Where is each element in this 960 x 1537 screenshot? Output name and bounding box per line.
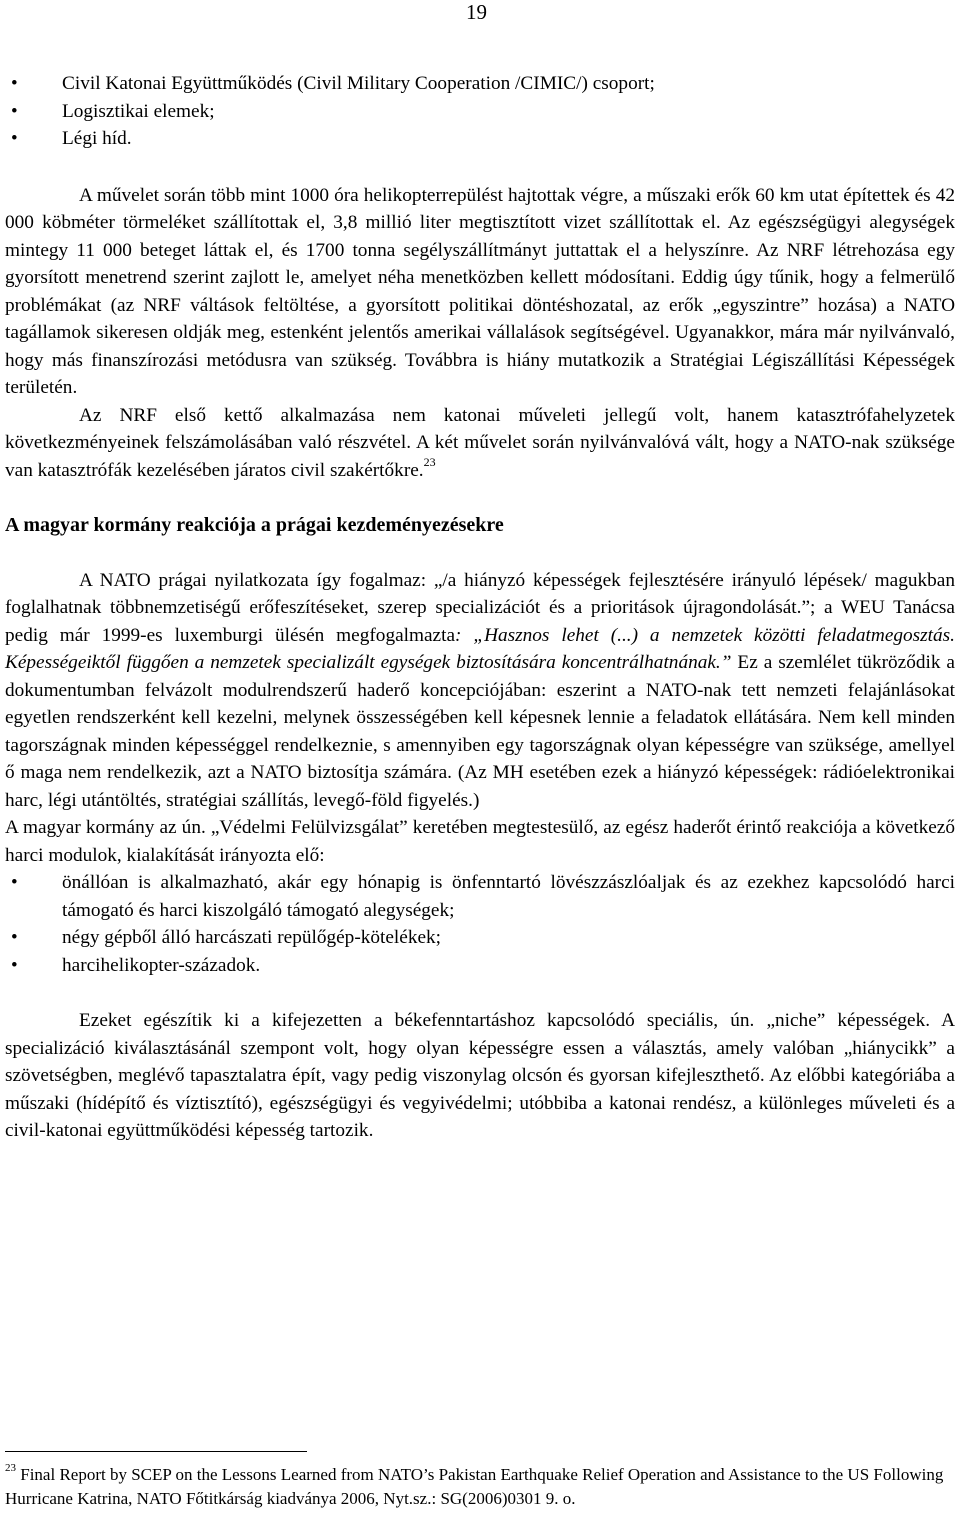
body-text bbox=[5, 70, 955, 1145]
paragraph bbox=[5, 567, 955, 815]
paragraph bbox=[5, 402, 955, 485]
list-item: • önállóan is alkalmazható, akár egy hónapig is önfenntartó lövészzászlóaljak és az ezekhez kapcsolódó harci támogató és harci kiszolgáló támogató alegységek; bbox=[5, 869, 955, 924]
paragraph-text: Ez a szemlélet tükröződik a dokumentumban felvázolt modulrendszerű haderő koncepciójában: eszerint a NATO-nak tett nemzeti felajánlásokat egyetlen rendszerként kell kezelni, melynek összességében kell képesnek lennie a feladatok ellátására. Nem kell minden tagországnak minden képességgel rendelkeznie, s amennyiben egy tagországnak olyan képességre van szüksége, amellyel ő maga nem rendelkezik, azt a NATO biztosítja számára. (Az MH esetében ezek a hiányzó képességek: rádióelektronikai harc, légi utántöltés, stratégiai szállítás, levegő-föld figyelés.) bbox=[5, 652, 955, 811]
paragraph: A magyar kormány az ún. „Védelmi Felülvizsgálat” keretében megtestesülő, az egész haderőt érintő reakciója a következő harci modulok, kialakítását irányozta elő: bbox=[5, 817, 955, 866]
paragraph-text: Az NRF első kettő alkalmazása nem katonai műveleti jellegű volt, hanem katasztrófahelyzetek következményeinek felszámolásában való részvétel. A két művelet során nyilvánvalóvá vált, hogy a NATO-nak szüksége van katasztrófák kezelésében járatos civil szakértőkre. bbox=[5, 404, 955, 481]
footnote-number: 23 bbox=[5, 1462, 16, 1475]
list-item: • Logisztikai elemek; bbox=[5, 98, 955, 126]
footnote-ref: 23 bbox=[423, 455, 436, 470]
list-item: • harcihelikopter-századok. bbox=[5, 952, 955, 980]
footnote bbox=[5, 1463, 955, 1511]
section-heading: A magyar kormány reakciója a prágai kezdeményezésekre bbox=[5, 514, 504, 536]
footnote-text: Final Report by SCEP on the Lessons Learned from NATO’s Pakistan Earthquake Relief Operation and Assistance to the US Following Hurricane Katrina, NATO Főtitkárság kiadványa 2006, Nyt.sz.: SG(2006)0301 9. o. bbox=[5, 1465, 944, 1508]
quote-italic: „Hasznos lehet (...) a nemzetek közötti feladatmegosztás. Képességeiktől függően a nemzetek specializált egységek biztosítására koncentrálhatnának.” bbox=[5, 624, 955, 673]
list-item: • Légi híd. bbox=[5, 125, 955, 153]
list-item: • Civil Katonai Együttműködés (Civil Military Cooperation /CIMIC/) csoport; bbox=[5, 70, 955, 98]
page-number: 19 bbox=[466, 0, 487, 24]
footnote-separator bbox=[5, 1451, 307, 1452]
bullet-list-top bbox=[5, 70, 955, 153]
paragraph: A művelet során több mint 1000 óra helikopterrepülést hajtottak végre, a műszaki erők 60 km utat építettek és 42 000 köbméter törmeléket szállítottak el, 3,8 millió liter megtisztított vizet szállítottak el. Az egészségügyi alegységek mintegy 11 000 beteget láttak el, és 1700 tonna segélyszállítmányt juttattak el a helyszínre. Az NRF létrehozása egy gyorsított menetrend szerint zajlott le, amelyet néha menetközben kellett módosítani. Eddig úgy tűnik, hogy a felmerülő problémákat (az NRF váltások feltöltése, a gyorsított politikai döntéshozatal, az erők „egyszintre” hozása) a NATO tagállamok sikeresen oldják meg, estenként jelentős amerikai vállalások segítségével. Ugyanakkor, mára már nyilvánvaló, hogy más finanszírozási metódusra van szükség. Továbbra is hiány mutatkozik a Stratégiai Légiszállítási Képességek területén. bbox=[5, 184, 955, 398]
paragraph: Ezeket egészítik ki a kifejezetten a békefenntartáshoz kapcsolódó speciális, ún. „niche” képességek. A specializáció kiválasztásánál szempont volt, hogy olyan képességre essen a választás, amely valóban „hiánycikk” a szövetségben, meglévő tapasztalatra épít, vagy pedig viszonylag olcsón és gyorsan kifejleszthető. Az előbbi kategóriába a műszaki (hídépítő és víztisztító), egészségügyi és vegyivédelmi; utóbbiba a katonai rendész, a különleges műveleti és a civil-katonai együttműködési képesség tartozik. bbox=[5, 1010, 955, 1141]
paragraph-colon: : bbox=[455, 624, 462, 646]
list-item: • négy gépből álló harcászati repülőgép-kötelékek; bbox=[5, 924, 955, 952]
bullet-list-modules bbox=[5, 869, 955, 979]
paragraph-text: A NATO prágai nyilatkozata így fogalmaz: „/a hiányzó képességek fejlesztésére irányuló lépések/ magukban foglalhatnak többnemzetiségű erőfeszítéseket, szerep specializációt és a prioritások újragondolását.”; a WEU Tanácsa pedig már 1999-es luxemburgi ülésén megfogalmazta bbox=[5, 569, 955, 646]
